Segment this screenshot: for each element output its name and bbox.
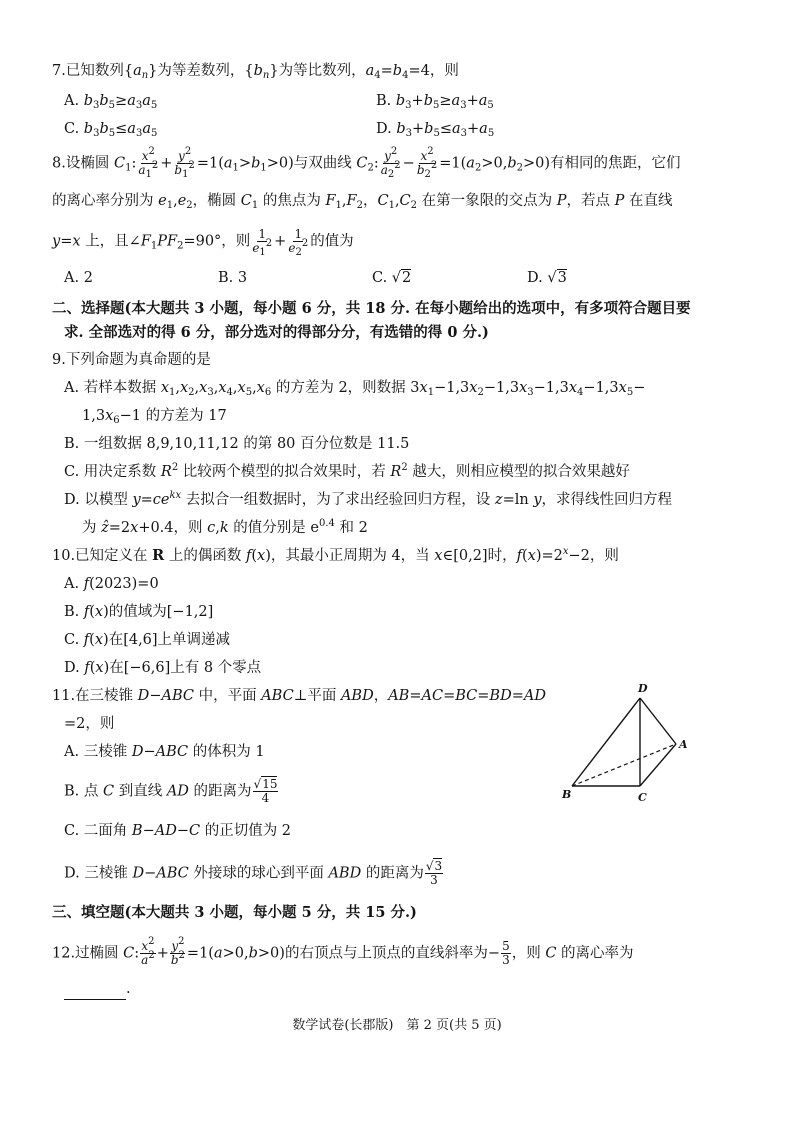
vertex-label-d: D — [638, 682, 648, 695]
q7-option-d: D. $b_3+b_5\le a_3+a_5$ — [376, 121, 495, 139]
q8-line-2: 的离心率分别为 $e_1,e_2$，椭圆 $C_1$ 的焦点为 $F_1,F_2$，$C_1,C_2$ 在第一象限的交点为 P，若点 P 在直线 — [52, 193, 673, 211]
q10-option-b: B. f(x)的值域为[−1,2] — [64, 604, 214, 620]
section-2-heading: 二、选择题(本大题共 3 小题，每小题 6 分，共 18 分. 在每小题给出的选项中，有多项符合题目要 — [52, 300, 691, 317]
vertex-label-a: A — [679, 738, 688, 751]
q8-option-b: B. 3 — [218, 270, 248, 286]
q7-stem: 7.已知数列$\{a_n\}$为等差数列，$\{b_n\}$为等比数列，$a_4=b_4=4$，则 — [52, 63, 459, 81]
q12-answer-line: . — [64, 978, 734, 1000]
section-2-heading-cont: 求. 全部选对的得 6 分，部分选对的得部分分，有选错的得 0 分.) — [64, 324, 489, 341]
q9-option-d: D. 以模型 $y=ce^{kx}$ 去拟合一组数据时，为了求出经验回归方程，设 z=ln y，求得线性回归方程 — [64, 490, 673, 508]
q12-line-1: 12.过椭圆 C: $\frac{x^2}{a^2}$ + $\frac{y^2}{b^2}$ =1(a>0,b>0)的右顶点与上顶点的直线斜率为− $\frac{5}{3}$ ，则 C 的离心率为 — [52, 936, 634, 967]
edge-ca — [640, 744, 676, 786]
q10-option-c: C. f(x)在[4,6]上单调递减 — [64, 632, 231, 648]
q8-line-1: 8.设椭圆 $C_1$: $\frac{x^2}{a_1^2}$ + $\frac{y^2}{b_1^2}$ $=1(a_1>b_1>0)$与双曲线 $C_2$: $\frac{y^2}{a_2^2}$ − $\frac{x^2}{b_2^2}$ $=1(a_2>0,b_2>0)$有相同的焦距，它们 — [52, 146, 681, 180]
q8-line-3: y=x 上，且$\angle F_1PF_2=90^\circ$，则 $\frac{1}{e_1^2}$ + $\frac{1}{e_2^2}$ 的值为 — [52, 227, 354, 258]
q8-option-a: A. 2 — [64, 270, 93, 286]
q11-option-a: A. 三棱锥 D−ABC 的体积为 1 — [64, 744, 265, 760]
vertex-label-b: B — [562, 788, 572, 801]
q11-option-b: B. 点 C 到直线 AD 的距离为 $\frac{√15}{4}$ — [64, 777, 278, 805]
q9-option-c: C. 用决定系数 $R^2$ 比较两个模型的拟合效果时，若 $R^2$ 越大，则相应模型的拟合效果越好 — [64, 462, 630, 480]
q9-option-a: A. 若样本数据 $x_1,x_2,x_3,x_4,x_5,x_6$ 的方差为 2，则数据 $3x_1-1,3x_2-1,3x_3-1,3x_4-1,3x_5-$ — [64, 380, 646, 398]
q9-stem: 9.下列命题为真命题的是 — [52, 352, 211, 368]
q9-option-a-cont: $1,3x_6-1$ 的方差为 17 — [82, 408, 227, 426]
q10-option-a: A. f(2023)=0 — [64, 576, 159, 592]
vertex-label-c: C — [638, 791, 647, 804]
q11-option-c: C. 二面角 B−AD−C 的正切值为 2 — [64, 823, 292, 839]
q9-option-d-cont: 为 ẑ=2x+0.4，则 c,k 的值分别是 $e^{0.4}$ 和 2 — [82, 518, 368, 536]
q8-option-d: D. √3 — [527, 270, 567, 286]
q11-stem: 11.在三棱锥 D−ABC 中，平面 ABC⊥平面 ABD，AB=AC=BC=BD=AD — [52, 688, 546, 704]
q7-option-b: B. $b_3+b_5\ge a_3+a_5$ — [376, 93, 494, 111]
q12-answer-blank[interactable] — [64, 985, 126, 1000]
page-footer: 数学试卷(长郡版) 第 2 页(共 5 页) — [292, 1018, 502, 1033]
q8-option-c: C. √2 — [372, 270, 412, 286]
q10-stem: 10.已知定义在 R 上的偶函数 f(x)，其最小正周期为 4，当 x∈[0,2]时，$f(x)=2^x-2$，则 — [52, 546, 619, 564]
q11-stem-cont: =2，则 — [64, 716, 115, 732]
q9-option-b: B. 一组数据 8,9,10,11,12 的第 80 百分位数是 11.5 — [64, 436, 410, 452]
q7-option-c: C. $b_3b_5\le a_3a_5$ — [64, 121, 158, 139]
section-3-heading: 三、填空题(本大题共 3 小题，每小题 5 分，共 15 分.) — [52, 904, 417, 921]
q11-option-d: D. 三棱锥 D−ABC 外接球的球心到平面 ABD 的距离为 $\frac{√3}{3}$ — [64, 859, 443, 887]
tetrahedron-figure — [552, 678, 702, 808]
edge-da — [640, 698, 676, 744]
q10-option-d: D. f(x)在[−6,6]上有 8 个零点 — [64, 660, 262, 676]
q7-option-a: A. $b_3b_5\ge a_3a_5$ — [64, 93, 158, 111]
